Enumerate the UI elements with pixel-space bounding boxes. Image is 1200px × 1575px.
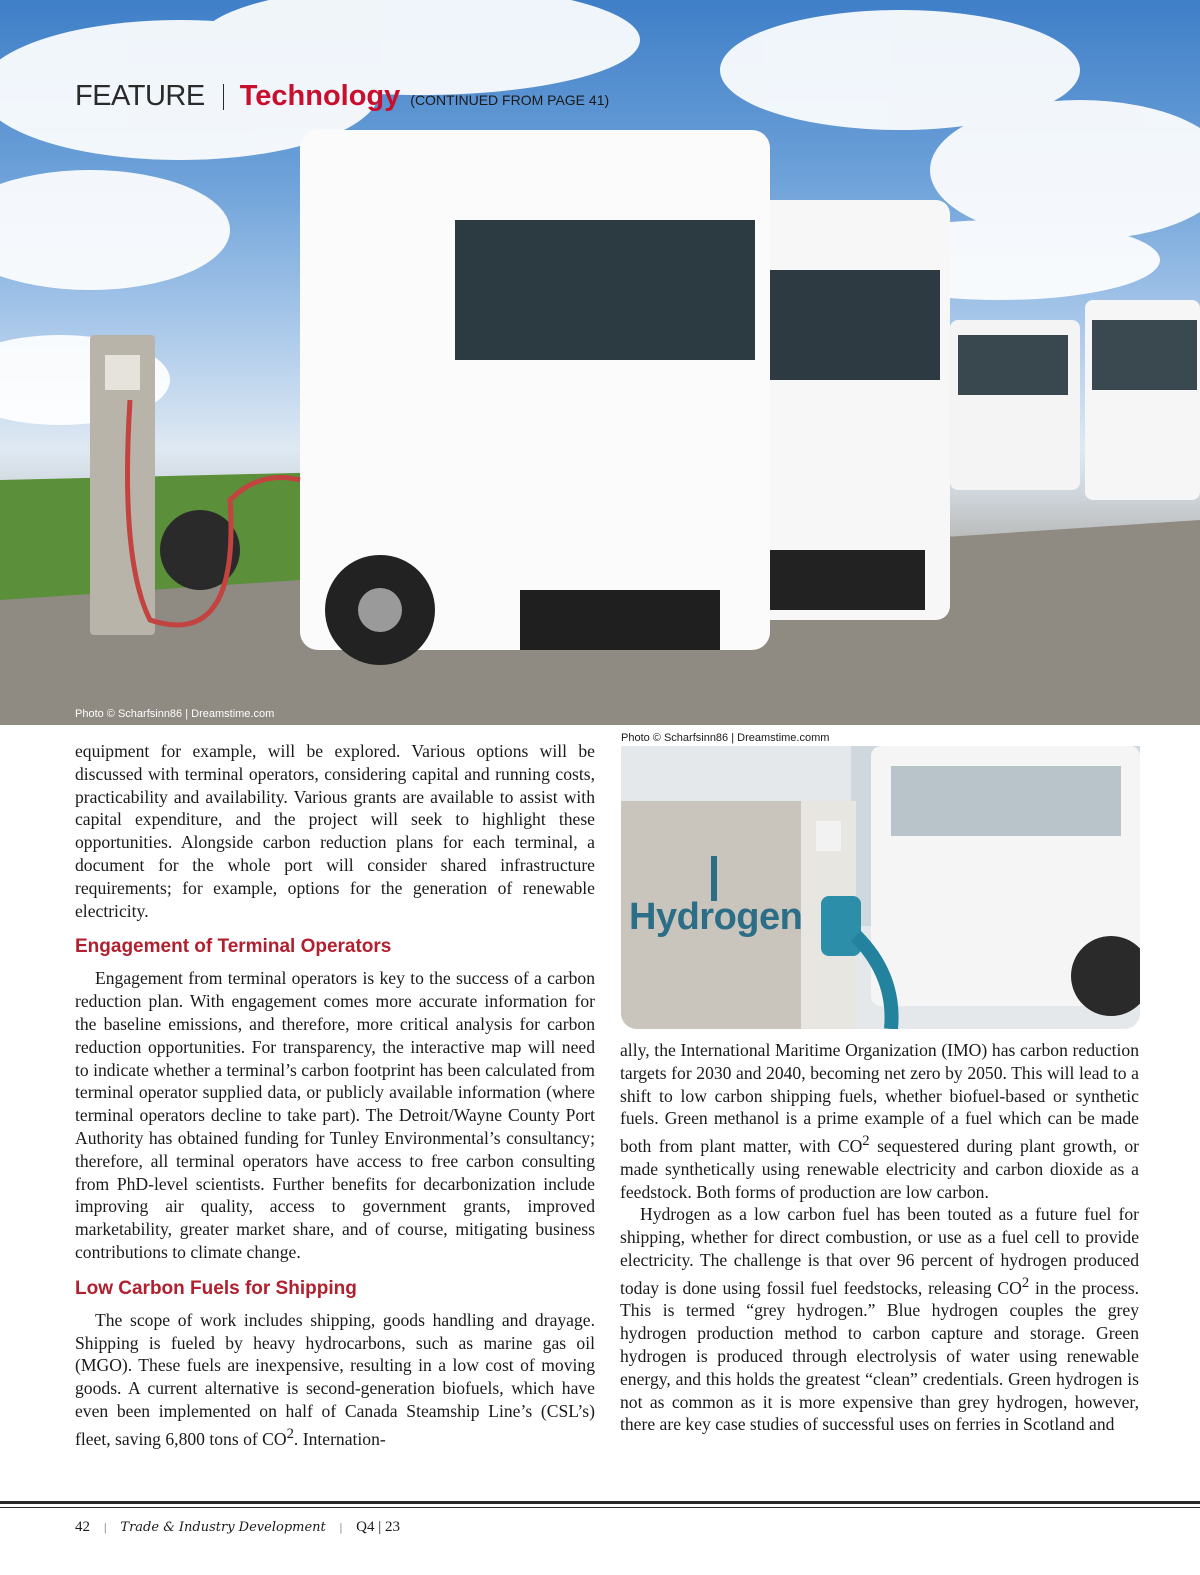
paragraph-text: sequestered during plant growth, or made synthetically using renewable electricity and carbon dioxide as a feedstock. Both forms of production are low carbon. (620, 1136, 1139, 1202)
superscript: 2 (862, 1133, 870, 1150)
subheading-engagement: Engagement of Terminal Operators (75, 936, 392, 958)
superscript: 2 (1021, 1274, 1030, 1291)
paragraph (75, 1309, 595, 1451)
paragraph (620, 1203, 1139, 1436)
section-topic: Technology (239, 80, 401, 112)
paragraph: Engagement from terminal operators is key to the success of a carbon reduction plan. With engagement comes more accurate information for the baseline emissions, and therefore, more critical analysis for carbon reduction opportunities. For transparency, the interactive map will need to indicate whether a terminal’s carbon footprint has been calculated from terminal operator supplied data, or publicly available information (where terminal operators decline to take part). The Detroit/Wayne County Port Authority has obtained funding for Tunley Environmental’s consultancy; therefore, all terminal operators have access to free carbon consulting from PhD-level scientists. Further benefits for decarbonization include improving air quality, access to government grants, improved marketability, greater market share, and of course, mitigating business contributions to climate change. (75, 968, 595, 1262)
header-divider (223, 84, 224, 110)
hero-photo-credit: Photo © Scharfsinn86 | Dreamstime.com (75, 708, 275, 720)
footer-rule (0, 1507, 1200, 1508)
superscript: 2 (286, 1425, 294, 1442)
subheading-low-carbon-fuels: Low Carbon Fuels for Shipping (75, 1277, 357, 1299)
paragraph: equipment for example, will be explored. Various options will be discussed with terminal operators, considering capital and running costs, practicability and availability. Various grants are available to assist with capital expenditure, and the project will seek to highlight these opportunities. Alongside carbon reduction plans for each terminal, a document for the whole port will consider shared infrastructure requirements; for example, options for the generation of renewable electricity. (75, 741, 595, 921)
paragraph-text: The scope of work includes shipping, goods handling and drayage. Shipping is fueled by heavy hydrocarbons, such as marine gas oil (MGO). These fuels are inexpensive, resulting in a low cost of moving goods. A current alternative is second-generation biofuels, which have even been implemented on half of Canada Steamship Line’s (CSL’s) fleet, saving 6,800 tons of CO (75, 1309, 595, 1449)
right-column (620, 1039, 1139, 1436)
paragraph-text: Hydrogen as a low carbon fuel has been touted as a future fuel for shipping, whether for direct combustion, or use as a fuel cell to provide electricity. The challenge is that over 96 percent of hydrogen produced today is done using fossil fuel feedstocks, releasing CO (620, 1204, 1139, 1298)
paragraph (620, 1039, 1139, 1203)
feature-header (75, 80, 609, 113)
hydrogen-sign-text: Hydrogen (629, 896, 803, 938)
paragraph-text: . Internation- (293, 1428, 386, 1449)
section-label: FEATURE (75, 80, 205, 112)
hydrogen-photo (621, 746, 1140, 1029)
footer-divider: | (104, 1520, 107, 1534)
page-footer (75, 1519, 400, 1536)
left-column (75, 740, 595, 1450)
paragraph-text: in the process. This is termed “grey hydrogen.” Blue hydrogen couples the grey hydrogen production method to carbon capture and storage. Green hydrogen is produced through electrolysis of water using renewable energy, and this holds the greatest “clean” credentials. Green hydrogen is not as common as it is more expensive than grey hydrogen, however, there are key case studies of successful uses on ferries in Scotland and (620, 1277, 1139, 1435)
magazine-name: Trade & Industry Development (120, 1520, 326, 1535)
paragraph-text: ally, the International Maritime Organization (IMO) has carbon reduction targets for 2030 and 2040, becoming net zero by 2050. This will lead to a shift to low carbon shipping fuels, whether biofuel-based or synthetic fuels. Green methanol is a prime example of a fuel which can be made both from plant matter, with CO (620, 1040, 1139, 1157)
hydrogen-photo-illustration (621, 746, 1140, 1029)
hero-photo (0, 0, 1200, 725)
footer-divider: | (339, 1520, 343, 1534)
continued-note: (CONTINUED FROM PAGE 41) (410, 92, 610, 108)
page-number: 42 (75, 1519, 90, 1535)
footer-rule (0, 1501, 1200, 1504)
issue-label: Q4 | 23 (356, 1519, 401, 1535)
hydrogen-photo-credit: Photo © Scharfsinn86 | Dreamstime.comm (621, 732, 830, 744)
